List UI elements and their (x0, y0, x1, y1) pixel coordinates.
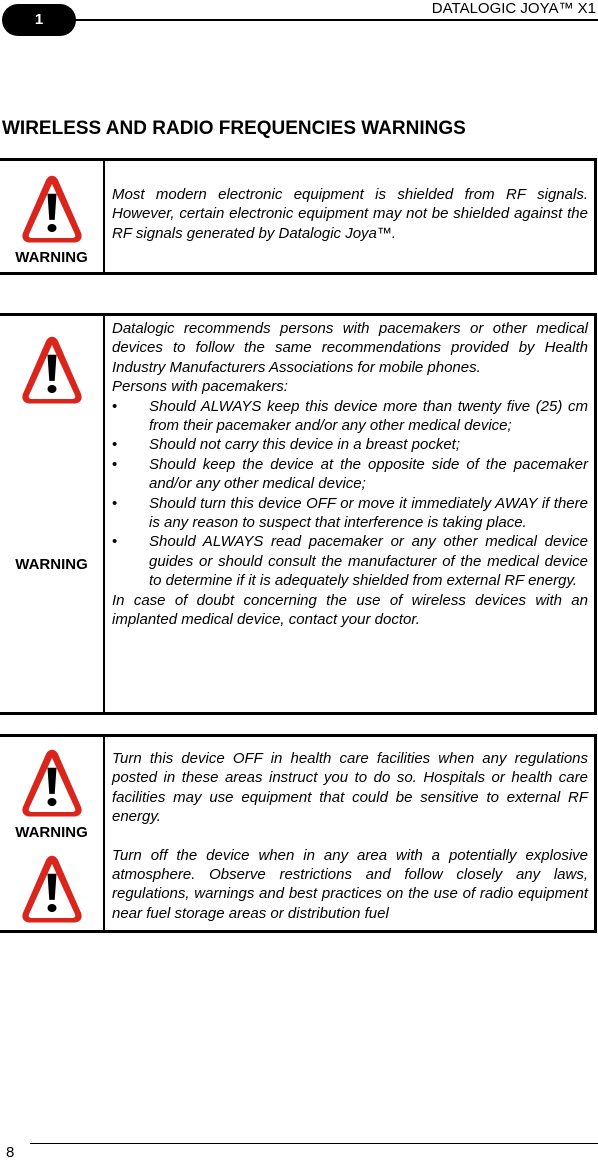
footer-rule (30, 1143, 598, 1144)
warning-text (112, 319, 588, 630)
warning-triangle-icon (18, 334, 86, 408)
page-number: 8 (6, 1144, 15, 1161)
warning-label: WARNING (15, 249, 88, 266)
warning-label-column (0, 316, 105, 712)
warning-paragraph: Most modern electronic equipment is shielded from RF signals. However, certain electronic equipment may not be shielded against the RF signals generated by Datalogic Joya™. (112, 186, 588, 242)
warning-label: WARNING (15, 824, 88, 841)
warning-triangle-icon (18, 747, 86, 821)
section-title: WIRELESS AND RADIO FREQUENCIES WARNINGS (2, 118, 466, 139)
list-item: • Should turn this device OFF or move it immediately AWAY if there is any reason to suspect that interference is taking place. (112, 494, 588, 532)
header-rule (62, 19, 598, 21)
warning-label: WARNING (15, 556, 88, 573)
warning-triangle-icon (18, 173, 86, 247)
warning-text (112, 749, 588, 923)
warning-intro: Datalogic recommends persons with pacemakers or other medical devices to follow the same recommendations provided by Health Industry Manufacturers Associations for mobile phones. (112, 320, 588, 376)
warning-label-column (0, 161, 105, 272)
warning-paragraph: Turn this device OFF in health care facilities when any regulations posted in these areas instruct you to do so. Hospitals or health care facilities may use equipment that could be sensitive to external RF energy. (112, 750, 588, 826)
warning-label-column (0, 737, 105, 930)
pacemaker-guidelines-list (112, 397, 588, 591)
warning-box-healthcare-explosive (0, 734, 597, 933)
warning-triangle-icon (18, 853, 86, 927)
list-item: • Should keep the device at the opposite side of the pacemaker and/or any other medical device; (112, 455, 588, 493)
document-title: DATALOGIC JOYA™ X1 (431, 0, 596, 17)
list-item: • Should ALWAYS keep this device more than twenty five (25) cm from their pacemaker and/or any other medical device; (112, 397, 588, 435)
warning-paragraph: Turn off the device when in any area with a potentially explosive atmosphere. Observe restrictions and follow closely any laws, regulations, warnings and best practices on the use of radio equipment near fuel storage areas or distribution fuel (112, 846, 588, 922)
warning-list-heading: Persons with pacemakers: (112, 378, 288, 396)
chapter-number-badge: 1 (2, 4, 76, 36)
list-item: • Should not carry this device in a breast pocket; (112, 436, 461, 454)
warning-box-pacemakers (0, 313, 597, 715)
list-item: • Should ALWAYS read pacemaker or any other medical device guides or should consult the manufacturer of the medical device to determine if it is adequately shielded from external RF energy. (112, 533, 588, 590)
warning-box-rf-shielding (0, 158, 597, 275)
warning-closing: In case of doubt concerning the use of wireless devices with an implanted medical device, contact your doctor. (112, 591, 588, 629)
warning-text (112, 185, 588, 243)
